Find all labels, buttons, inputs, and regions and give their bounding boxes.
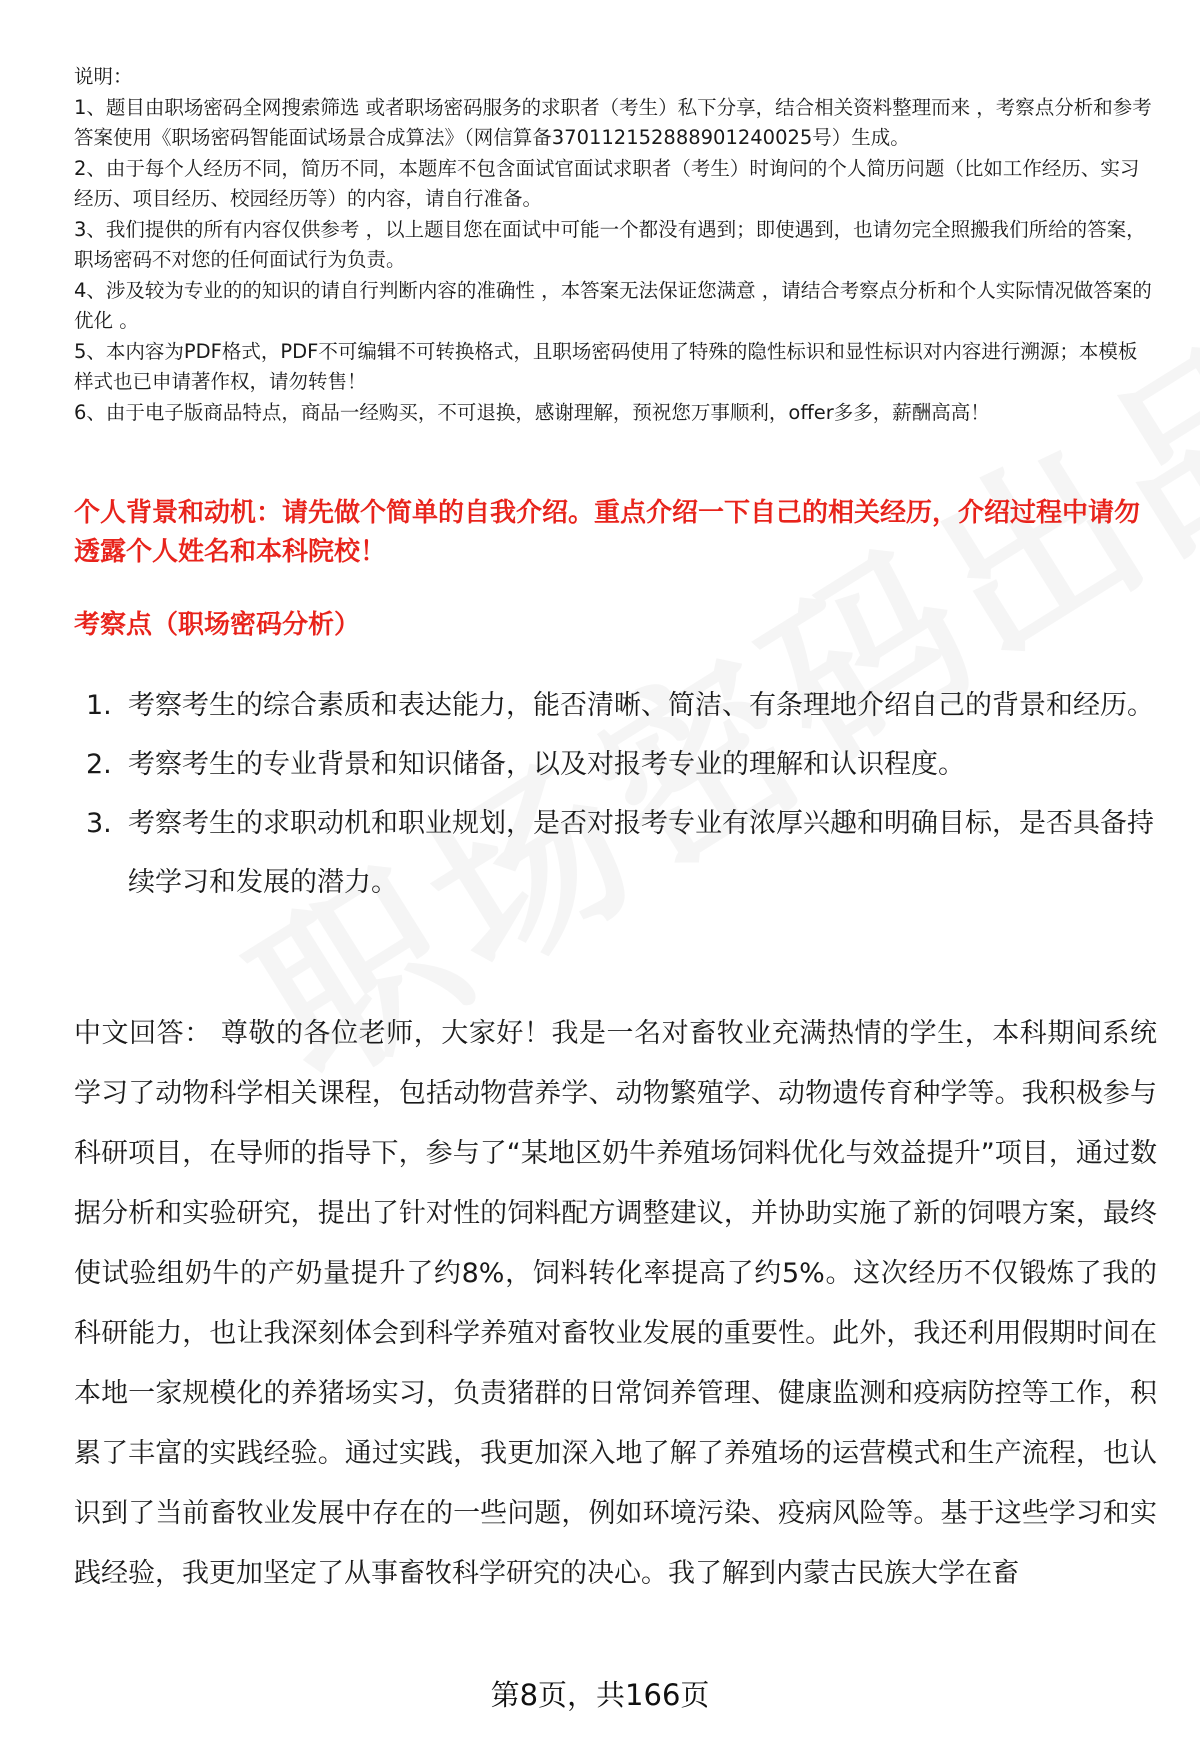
- point-text: 考察考生的求职动机和职业规划，是否对报考专业有浓厚兴趣和明确目标，是否具备持续学习和发展的潜力。: [128, 808, 1154, 898]
- point-number: 2.: [86, 749, 112, 780]
- note-item: 3、我们提供的所有内容仅供参考 ，以上题目您在面试中可能一个都没有遇到；即使遇到，也请勿完全照搬我们所给的答案，职场密码不对您的任何面试行为负责。: [74, 217, 1146, 271]
- note-item: 6、由于电子版商品特点，商品一经购买，不可退换，感谢理解，预祝您万事顺利，offer多多，薪酬高高！: [74, 400, 990, 424]
- answer-text: 中文回答： 尊敬的各位老师，大家好！我是一名对畜牧业充满热情的学生，本科期间系统学习了动物科学相关课程，包括动物营养学、动物繁殖学、动物遗传育种学等。我积极参与科研项目，在导师的指导下，参与了“某地区奶牛养殖场饲料优化与效益提升”项目，通过数据分析和实验研究，提出了针对性的饲料配方调整建议，并协助实施了新的饲喂方案，最终使试验组奶牛的产奶量提升了约8%，饲料转化率提高了约5%。这次经历不仅锻炼了我的科研能力，也让我深刻体会到科学养殖对畜牧业发展的重要性。此外，我还利用假期时间在本地一家规模化的养猪场实习，负责猪群的日常饲养管理、健康监测和疫病防控等工作，积累了丰富的实践经验。通过实践，我更加深入地了解了养殖场的运营模式和生产流程，也认识到了当前畜牧业发展中存在的一些问题，例如环境污染、疫病风险等。基于这些学习和实践经验，我更加坚定了从事畜牧科学研究的决心。我了解到内蒙古民族大学在畜: [74, 1018, 1157, 1589]
- point-text: 考察考生的专业背景和知识储备，以及对报考专业的理解和认识程度。: [128, 749, 965, 780]
- analysis-point: [74, 676, 1154, 735]
- analysis-points: [74, 676, 1154, 912]
- point-number: 3.: [86, 808, 112, 839]
- note-item: 1、题目由职场密码全网搜索筛选 或者职场密码服务的求职者（考生）私下分享，结合相关资料整理而来 ，考察点分析和参考答案使用《职场密码智能面试场景合成算法》（网信算备370112152888901240025号）生成。: [74, 95, 1152, 149]
- analysis-point: [74, 735, 1154, 794]
- notes-section: [74, 62, 1154, 428]
- note-item: 4、涉及较为专业的的知识的请自行判断内容的准确性 ，本答案无法保证您满意 ，请结合考察点分析和个人实际情况做答案的优化 。: [74, 278, 1152, 332]
- interview-question: 个人背景和动机：请先做个简单的自我介绍。重点介绍一下自己的相关经历，介绍过程中请勿透露个人姓名和本科院校！: [74, 498, 1141, 567]
- analysis-point: [74, 794, 1154, 912]
- page-number: 第8页，共166页: [490, 1678, 710, 1712]
- note-item: 2、由于每个人经历不同，简历不同，本题库不包含面试官面试求职者（考生）时询问的个人简历问题（比如工作经历、实习经历、项目经历、校园经历等）的内容，请自行准备。: [74, 156, 1140, 210]
- analysis-title: 考察点（职场密码分析）: [74, 610, 361, 640]
- notes-title: 说明：: [74, 65, 133, 88]
- point-number: 1.: [86, 690, 112, 721]
- point-text: 考察考生的综合素质和表达能力，能否清晰、简洁、有条理地介绍自己的背景和经历。: [128, 690, 1154, 721]
- note-item: 5、本内容为PDF格式，PDF不可编辑不可转换格式，且职场密码使用了特殊的隐性标识和显性标识对内容进行溯源；本模板样式也已申请著作权，请勿转售！: [74, 339, 1138, 393]
